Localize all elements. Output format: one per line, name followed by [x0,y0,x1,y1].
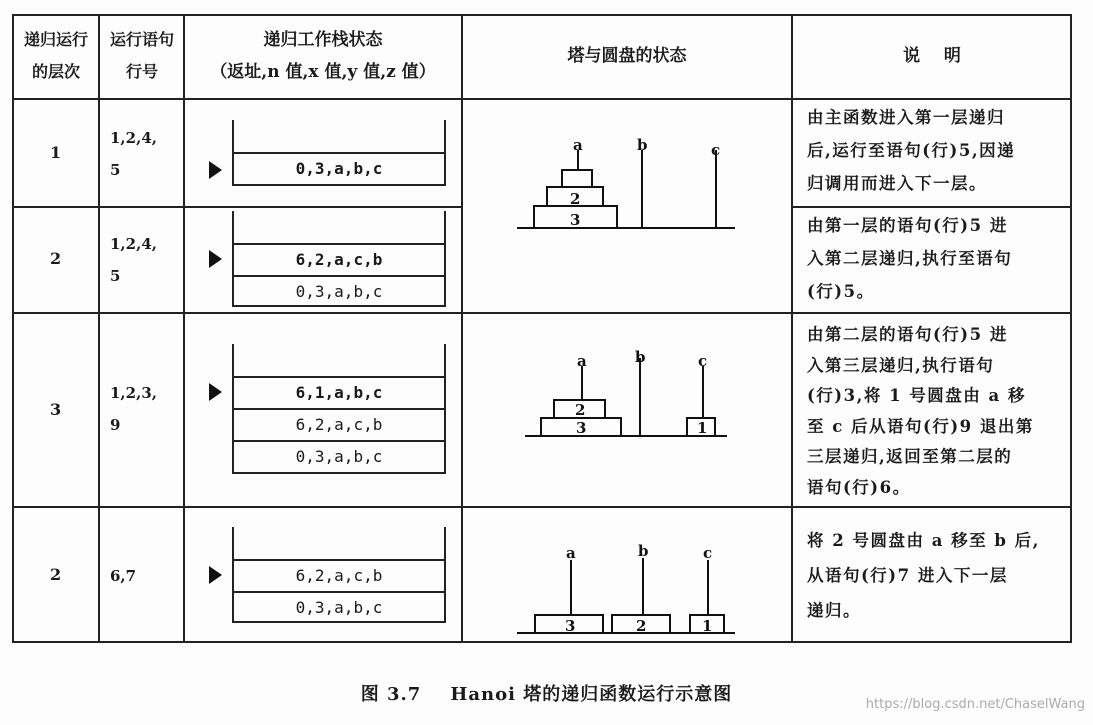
peg-label: a [566,544,576,562]
header-tower: 塔与圆盘的状态 [567,46,687,66]
line-number-text: 1,2,4, [110,235,157,253]
stack-frame: 0,3,a,b,c [234,440,444,472]
description-line: 从语句(行)7 进入下一层 [807,566,1008,585]
disk-label: 2 [636,617,647,635]
header-text: 的层次 [31,62,80,81]
line-number-text: 1,2,3, [110,384,157,402]
peg-label: b [635,348,646,366]
level-value: 3 [50,400,62,419]
stack-frame: 0,3,a,b,c [234,591,444,623]
stack-frame: 6,1,a,b,c [234,376,444,408]
description-line: 后,运行至语句(行)5,因递 [807,141,1016,160]
figure-caption: 图 3.7 Hanoi 塔的递归函数运行示意图 [360,684,733,705]
description-line: 递归。 [807,601,861,620]
peg-label: a [573,136,583,154]
peg-label: b [638,542,649,560]
header-text: 递归工作栈状态 [263,30,383,50]
header-desc: 说 明 [903,46,961,66]
description-line: 入第二层递归,执行至语句 [807,249,1013,268]
disk-label: 3 [576,419,587,437]
peg-label: a [577,352,587,370]
description-line: 由第一层的语句(行)5 进 [807,216,1008,235]
disk-label: 2 [570,190,581,208]
description-line: 归调用而进入下一层。 [807,174,987,193]
peg-label: c [698,352,708,370]
description [793,209,1071,308]
stack-frame: 6,2,a,c,b [234,243,444,275]
level-value: 2 [50,565,62,584]
line-number-text: 5 [110,267,121,285]
description-line: (行)5。 [807,282,875,301]
description-line: 至 c 后从语句(行)9 退出第 [807,416,1034,436]
stack-frame: 6,2,a,c,b [234,559,444,591]
disk-label: 1 [702,617,713,635]
peg-label: c [703,544,713,562]
line-number-text: 1,2,4, [110,129,157,147]
disk-label: 1 [697,419,708,437]
description-line: 由第二层的语句(行)5 进 [807,325,1008,344]
disk-label: 3 [565,617,576,635]
disk-label: 2 [575,401,586,419]
header-text: 行号 [125,62,158,81]
disk-1 [562,170,592,187]
level-value: 1 [50,143,62,162]
line-number-text: 6,7 [110,567,137,585]
peg-label: b [637,136,648,154]
stack-frame: 0,3,a,b,c [234,152,444,184]
header-text: 递归运行 [23,30,88,49]
header-text: （返址,n 值,x 值,y 值,z 值） [210,62,436,82]
stack-frame: 6,2,a,c,b [234,408,444,440]
peg-label: c [711,141,721,159]
line-number-text: 5 [110,161,121,179]
level-value: 2 [50,249,62,268]
description-line: 语句(行)6。 [807,477,911,497]
disk-label: 3 [570,211,581,229]
watermark: https://blog.csdn.net/ChaselWang [865,697,1085,712]
description [793,101,1071,200]
header-text: 运行语句 [109,30,174,49]
description-line: (行)3,将 1 号圆盘由 a 移 [807,386,1026,405]
description [793,523,1071,628]
description-line: 将 2 号圆盘由 a 移至 b 后, [807,531,1040,550]
description [793,320,1071,503]
description-line: 三层递归,返回至第二层的 [807,447,1013,466]
line-number-text: 9 [110,416,121,434]
description-line: 由主函数进入第一层递归 [807,108,1005,127]
stack-frame: 0,3,a,b,c [234,275,444,307]
description-line: 入第三层递归,执行语句 [807,355,995,375]
